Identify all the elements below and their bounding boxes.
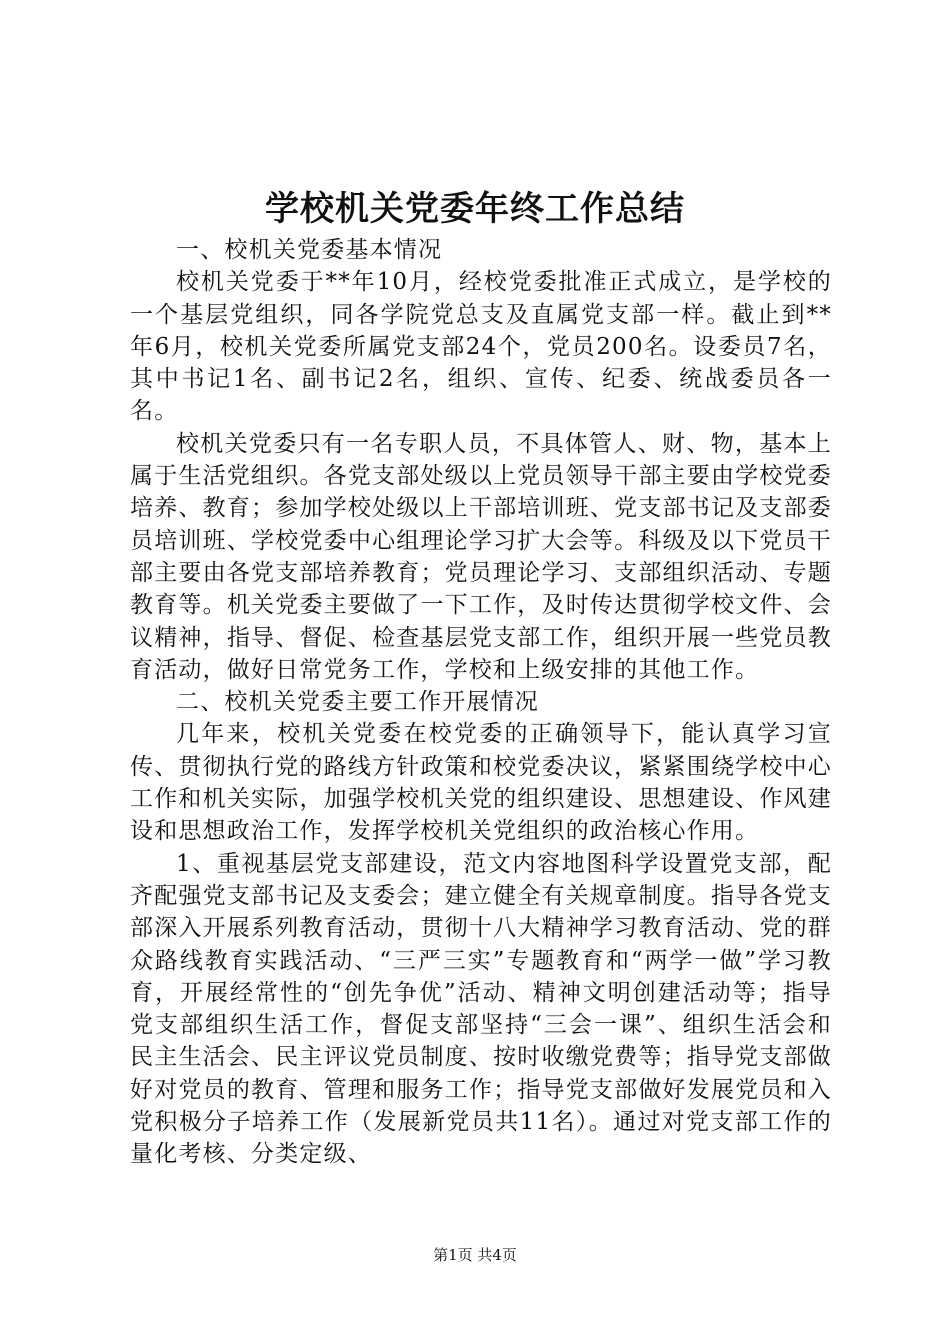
paragraph-staffing: 校机关党委只有一名专职人员，不具体管人、财、物，基本上属于生活党组织。各党支部处级以上党员领导干部主要由学校党委培养、教育；参加学校处级以上干部培训班、党支部书记及支部委员培训班、学校党委中心组理论学习扩大会等。科级及以下党员干部主要由各党支部培养教育；党员理论学习、支部组织活动、专题教育等。机关党委主要做了一下工作，及时传达贯彻学校文件、会议精神，指导、督促、检查基层党支部工作，组织开展一些党员教育活动，做好日常党务工作，学校和上级安排的其他工作。 (130, 430, 832, 683)
paragraph-item-1: 1、重视基层党支部建设，范文内容地图科学设置党支部，配齐配强党支部书记及支委会；建立健全有关规章制度。指导各党支部深入开展系列教育活动，贯彻十八大精神学习教育活动、党的群众路线教育实践活动、“三严三实”专题教育和“两学一做”学习教育，开展经常性的“创先争优”活动、精神文明创建活动等；指导党支部组织生活工作，督促支部坚持“三会一课”、组织生活会和民主生活会、民主评议党员制度、按时收缴党费等；指导党支部做好对党员的教育、管理和服务工作；指导党支部做好发展党员和入党积极分子培养工作（发展新党员共11名）。通过对党支部工作的量化考核、分类定级、 (130, 850, 832, 1168)
document-title: 学校机关党委年终工作总结 (265, 189, 685, 229)
section-heading-2: 二、校机关党委主要工作开展情况 (176, 689, 539, 716)
paragraph-overview: 几年来，校机关党委在校党委的正确领导下，能认真学习宣传、贯彻执行党的路线方针政策和校党委决议，紧紧围绕学校中心工作和机关实际，加强学校机关党的组织建设、思想建设、作风建设和思想政治工作，发挥学校机关党组织的政治核心作用。 (130, 721, 832, 845)
paragraph-basic-info: 校机关党委于**年10月，经校党委批准正式成立，是学校的一个基层党组织，同各学院党总支及直属党支部一样。截止到**年6月，校机关党委所属党支部24个，党员200名。设委员7名，其中书记1名、副书记2名，组织、宣传、纪委、统战委员各一名。 (130, 269, 832, 425)
document-body (130, 234, 832, 1171)
section-heading-1: 一、校机关党委基本情况 (176, 237, 443, 263)
page-footer: 第1页 共4页 (433, 1246, 517, 1264)
